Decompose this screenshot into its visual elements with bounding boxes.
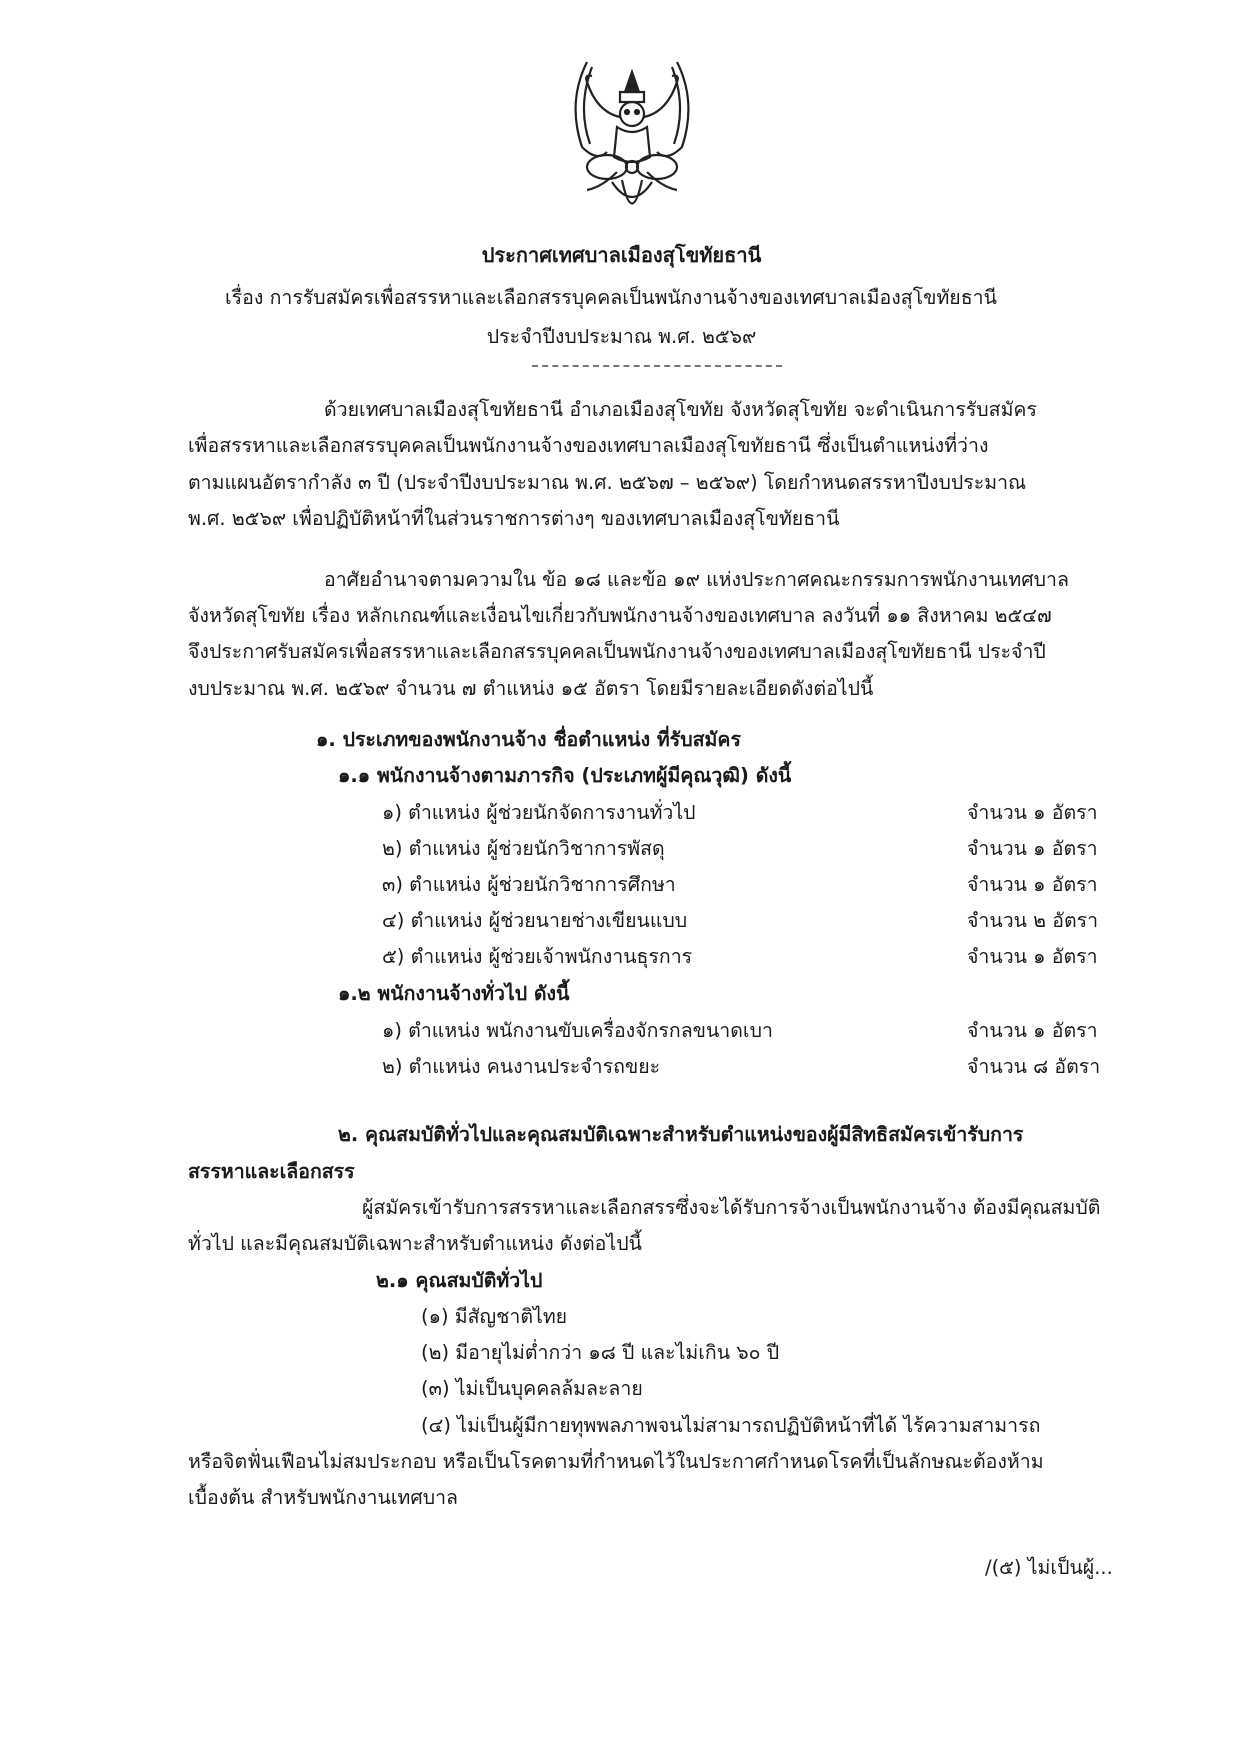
section1-1-heading: ๑.๑ พนักงานจ้างตามภารกิจ (ประเภทผู้มีคุณวุฒิ) ดังนี้ [338,764,792,787]
position-label: ๓) ตำแหน่ง ผู้ช่วยนักวิชาการศึกษา [382,873,676,896]
intro-p2-line4: งบประมาณ พ.ศ. ๒๕๖๙ จำนวน ๗ ตำแหน่ง ๑๕ อัตรา โดยมีรายละเอียดดังต่อไปนี้ [188,677,874,700]
qualification-item: (๔) ไม่เป็นผู้มีกายทุพพลภาพจนไม่สามารถปฏิบัติหน้าที่ได้ ไร้ความสามารถ [421,1414,1041,1437]
qualification-item: (๑) มีสัญชาติไทย [421,1305,568,1328]
section2-heading-cont: สรรหาและเลือกสรร [188,1160,355,1183]
qualification-item-cont: หรือจิตฟั่นเฟือนไม่สมประกอบ หรือเป็นโรคตามที่กำหนดไว้ในประกาศกำหนดโรคที่เป็นลักษณะต้องห้าม [188,1450,1044,1473]
intro-p2-line3: จึงประกาศรับสมัครเพื่อสรรหาและเลือกสรรบุคคลเป็นพนักงานจ้างของเทศบาลเมืองสุโขทัยธานี ประจำปี [188,640,1046,663]
position-label: ๒) ตำแหน่ง คนงานประจำรถขยะ [382,1055,661,1078]
section2-intro-line1: ผู้สมัครเข้ารับการสรรหาและเลือกสรรซึ่งจะได้รับการจ้างเป็นพนักงานจ้าง ต้องมีคุณสมบัติ [362,1196,1101,1219]
garuda-emblem-icon [562,52,702,227]
intro-p1-line1: ด้วยเทศบาลเมืองสุโขทัยธานี อำเภอเมืองสุโขทัย จังหวัดสุโขทัย จะดำเนินการรับสมัคร [324,398,1037,421]
section1-heading: ๑. ประเภทของพนักงานจ้าง ชื่อตำแหน่ง ที่รับสมัคร [316,728,741,751]
intro-p1-line2: เพื่อสรรหาและเลือกสรรบุคคลเป็นพนักงานจ้างของเทศบาลเมืองสุโขทัยธานี ซึ่งเป็นตำแหน่งที่ว่าง [188,434,989,457]
section2-1-heading: ๒.๑ คุณสมบัติทั่วไป [376,1269,543,1292]
announcement-subject: เรื่อง การรับสมัครเพื่อสรรหาและเลือกสรรบุคคลเป็นพนักงานจ้างของเทศบาลเมืองสุโขทัยธานี [225,286,997,309]
position-label: ๒) ตำแหน่ง ผู้ช่วยนักวิชาการพัสดุ [382,837,665,860]
qualification-item-cont: เบื้องต้น สำหรับพนักงานเทศบาล [188,1486,458,1509]
intro-p1-line4: พ.ศ. ๒๕๖๙ เพื่อปฏิบัติหน้าที่ในส่วนราชการต่างๆ ของเทศบาลเมืองสุโขทัยธานี [188,507,840,530]
position-qty: จำนวน ๑ อัตรา [967,945,1098,968]
fiscal-year: ประจำปีงบประมาณ พ.ศ. ๒๕๖๙ [486,325,757,348]
intro-p2-line2: จังหวัดสุโขทัย เรื่อง หลักเกณฑ์และเงื่อนไขเกี่ยวกับพนักงานจ้างของเทศบาล ลงวันที่ ๑๑ สิงหาคม ๒๕๔๗ [188,604,1052,627]
position-label: ๕) ตำแหน่ง ผู้ช่วยเจ้าพนักงานธุรการ [382,945,693,968]
section2-intro-line2: ทั่วไป และมีคุณสมบัติเฉพาะสำหรับตำแหน่ง ดังต่อไปนี้ [188,1232,642,1255]
page-continuation: /(๕) ไม่เป็นผู้... [985,1556,1113,1579]
section1-2-heading: ๑.๒ พนักงานจ้างทั่วไป ดังนี้ [338,982,570,1005]
position-label: ๔) ตำแหน่ง ผู้ช่วยนายช่างเขียนแบบ [382,909,688,932]
qualification-item: (๒) มีอายุไม่ต่ำกว่า ๑๘ ปี และไม่เกิน ๖๐ ปี [421,1341,780,1364]
intro-p1-line3: ตามแผนอัตรากำลัง ๓ ปี (ประจำปีงบประมาณ พ.ศ. ๒๕๖๗ – ๒๕๖๙) โดยกำหนดสรรหาปีงบประมาณ [188,471,1027,494]
position-qty: จำนวน ๘ อัตรา [967,1055,1101,1078]
position-label: ๑) ตำแหน่ง พนักงานขับเครื่องจักรกลขนาดเบา [382,1019,773,1042]
position-qty: จำนวน ๑ อัตรา [967,873,1098,896]
intro-p2-line1: อาศัยอำนาจตามความใน ข้อ ๑๘ และข้อ ๑๙ แห่งประกาศคณะกรรมการพนักงานเทศบาล [324,568,1069,591]
position-qty: จำนวน ๑ อัตรา [967,1019,1098,1042]
separator-line [532,365,782,367]
position-label: ๑) ตำแหน่ง ผู้ช่วยนักจัดการงานทั่วไป [382,801,696,824]
position-qty: จำนวน ๑ อัตรา [967,801,1098,824]
announcement-title: ประกาศเทศบาลเมืองสุโขทัยธานี [481,243,762,267]
position-qty: จำนวน ๑ อัตรา [967,837,1098,860]
position-qty: จำนวน ๒ อัตรา [967,909,1099,932]
qualification-item: (๓) ไม่เป็นบุคคลล้มละลาย [421,1377,643,1400]
section2-heading: ๒. คุณสมบัติทั่วไปและคุณสมบัติเฉพาะสำหรับตำแหน่งของผู้มีสิทธิสมัครเข้ารับการ [338,1123,1024,1146]
